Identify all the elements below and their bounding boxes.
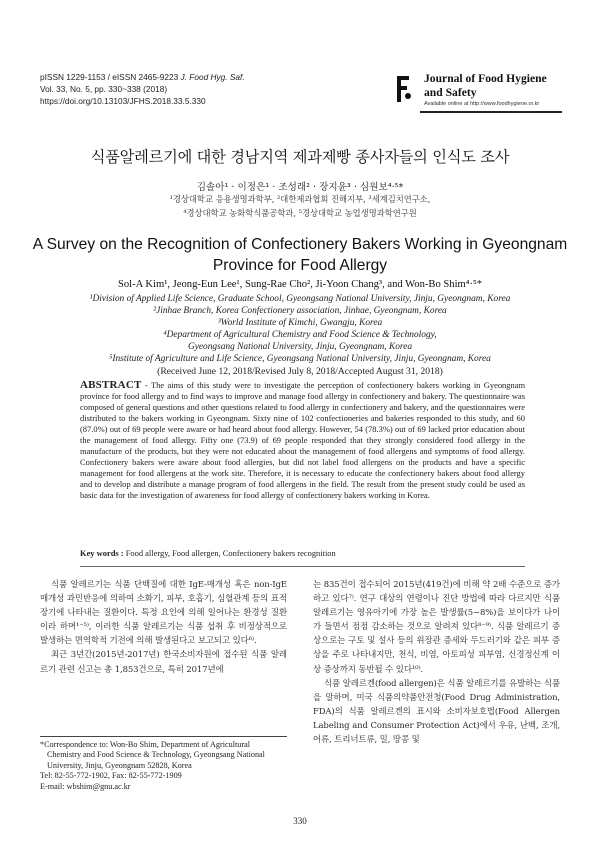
body-paragraph: 최근 3년간(2015년-2017년) 한국소비자원에 접수된 식품 알레르기 관련 신고는 총 1,853건으로, 특히 2017년에 (40, 649, 287, 674)
body-paragraph: 는 835건이 접수되어 2015년(419건)에 비해 약 2배 수준으로 증가하고 있다⁷⁾. 연구 대상의 연령이나 진단 방법에 따라 다르지만 식품 알레르기는 영유아기에 가장 높은 발생률(5~8%)을 보이다가 나이가 들면서 점점 감소하는 것으로 알려져 있다⁸⁻⁹⁾. 식품 알레르기 증상으로는 구토 및 설사 등의 위장관 증세와 두드러기와 같은 피부 증상을 주로 나타내지만, 천식, 비염, 아토피성 피부염, 신경정신계 이상 증상까지 동반될 수 있다¹⁰⁾. (313, 579, 560, 674)
abstract-label: ABSTRACT (80, 379, 142, 391)
english-affiliation-line: ²Jinhae Branch, Korea Confectionery association, Jinhae, Gyeongnam, Korea (153, 306, 447, 316)
journal-rule (420, 111, 562, 113)
journal-name: Journal of Food Hygiene and Safety (424, 72, 547, 99)
correspondence-footnote: *Correspondence to: Won-Bo Shim, Department of Agricultural Chemistry and Food Science & Technology, Gyeongsang National University, Jinju, Gyeongnam 52828, Korea Tel: 82-55-772-1902, Fax: 82-55-772-1909 E-mail: wbshim@gnu.ac.kr (40, 740, 287, 792)
keywords (80, 548, 525, 558)
english-affiliation-line: Gyeongsang National University, Jinju, Gyeongnam, Korea (187, 342, 413, 352)
english-affiliation-line: ³World Institute of Kimchi, Gwangju, Korea (217, 318, 383, 328)
korean-title: 식품알레르기에 대한 경남지역 제과제빵 종사자들의 인식도 조사 (90, 148, 510, 166)
issn-line: pISSN 1229-1153 / eISSN 2465-9223 J. Food Hyg. Saf. (40, 72, 245, 82)
english-affiliation-line: ¹Division of Applied Life Science, Graduate School, Gyeongsang National University, Jinju, Gyeongnam, Korea (89, 294, 511, 304)
body-paragraph: 식품 알레르겐(food allergen)은 식품 알레르기를 유발하는 식품을 말하며, 미국 식품의약품안전청(Food Drug Administration, FDA)의 식품 알레르겐의 표시와 소비자보호법(Food Allergen Labeling and Consumer Protection Act)에서 우유, 난백, 조개, 어류, 트리너트류, 밀, 땅콩 및 (313, 677, 560, 745)
page-number: 330 (293, 816, 307, 826)
abstract-text: - The aims of this study were to investigate the perception of confectionery bakers working in Gyeongnam province for food allergy and to find ways to improve and manage food allergy in confectionery and bakery. The questionnaire was composed of general questions and other questions related to food allergy in confectionery and bakery, and the questionnaires were distributed to the bakers working in Gyeongnam. Sixty nine of 102 confectioneries and bakeries responded to this study, and 60 (87.0%) out of 69 people were aware or had heard about food allergy. However, 54 (78.3%) out of 69 lacked prior education about the management of food allergy. Fifty one (73.9) of 69 people responded that they strongly considered food allergy in the manufacture of the products, but they were not educated about the management of food allergens and symptoms of food allergy. Confectionery bakers were aware about food allergies, but did not label food allergens on the products and have a specific management for food allergens at the work site. Therefore, it is necessary to educate the confectionery bakers about food allergy and to develop and distribute a manage program of food allergens in the field. The result from the present study could be used as basic data for the investigation of awareness for food allergy of confectionery bakers working in Korea. (80, 380, 526, 501)
keywords-label: Key words : (80, 548, 124, 558)
body-right-column (313, 577, 560, 746)
received-dates: (Received June 12, 2018/Revised July 8, 2018/Accepted August 31, 2018) (157, 366, 443, 377)
english-title: A Survey on the Recognition of Confectionery Bakers Working in Gyeongnam Province for Food Allergy (32, 236, 568, 274)
korean-affiliation-line: ⁴경상대학교 농화학식품공학과, ⁵경상대학교 농업생명과학연구원 (183, 208, 417, 218)
english-affiliation-line: ⁴Department of Agricultural Chemistry and Food Science & Technology, (163, 330, 437, 340)
doi-link[interactable]: https://doi.org/10.13103/JFHS.2018.33.5.330 (40, 96, 206, 106)
volume-line: Vol. 33, No. 5, pp. 330~338 (2018) (40, 84, 168, 94)
korean-authors: 김솔아¹ · 이정은¹ · 조성래² · 장지윤³ · 심원보⁴·⁵* (196, 182, 404, 193)
abstract (80, 380, 525, 502)
body-paragraph: 식품 알레르기는 식품 단백질에 대한 IgE-매개성 혹은 non-IgE 매개성 과민반응에 의하여 소화기, 피부, 호흡기, 심혈관계 등의 표적 장기에 나타내는 질환이다. 특정 요인에 의해 일어나는 환경성 질환이라 하며¹⁻⁵⁾, 이러한 식품 알레르기는 식품 섭취 후 비정상적으로 발생하는 면역학적 기전에 의해 발생된다고 보고되고 있다⁶⁾. (40, 579, 287, 646)
section-divider (80, 566, 525, 567)
footnote-rule (40, 736, 287, 737)
english-affiliation-line: ⁵Institute of Agriculture and Life Science, Gyeongsang National University, Jinju, Gyeongnam, Korea (109, 354, 491, 364)
body-left-column (40, 577, 287, 676)
email-link[interactable]: E-mail: wbshim@gnu.ac.kr (40, 781, 131, 791)
journal-url[interactable]: Available online at http://www.foodhygiene.or.kr (424, 101, 540, 107)
english-authors: Sol-A Kim¹, Jeong-Eun Lee¹, Sung-Rae Cho², Ji-Yoon Chang³, and Won-Bo Shim⁴·⁵* (117, 279, 483, 290)
korean-affiliation-line: ¹경상대학교 응용생명과학부, ²대한제과협회 진해지부, ³세계김치연구소, (169, 194, 431, 204)
keywords-text: Food allergy, Food allergen, Confectionery bakers recognition (125, 548, 336, 558)
journal-logo-icon (394, 74, 412, 104)
